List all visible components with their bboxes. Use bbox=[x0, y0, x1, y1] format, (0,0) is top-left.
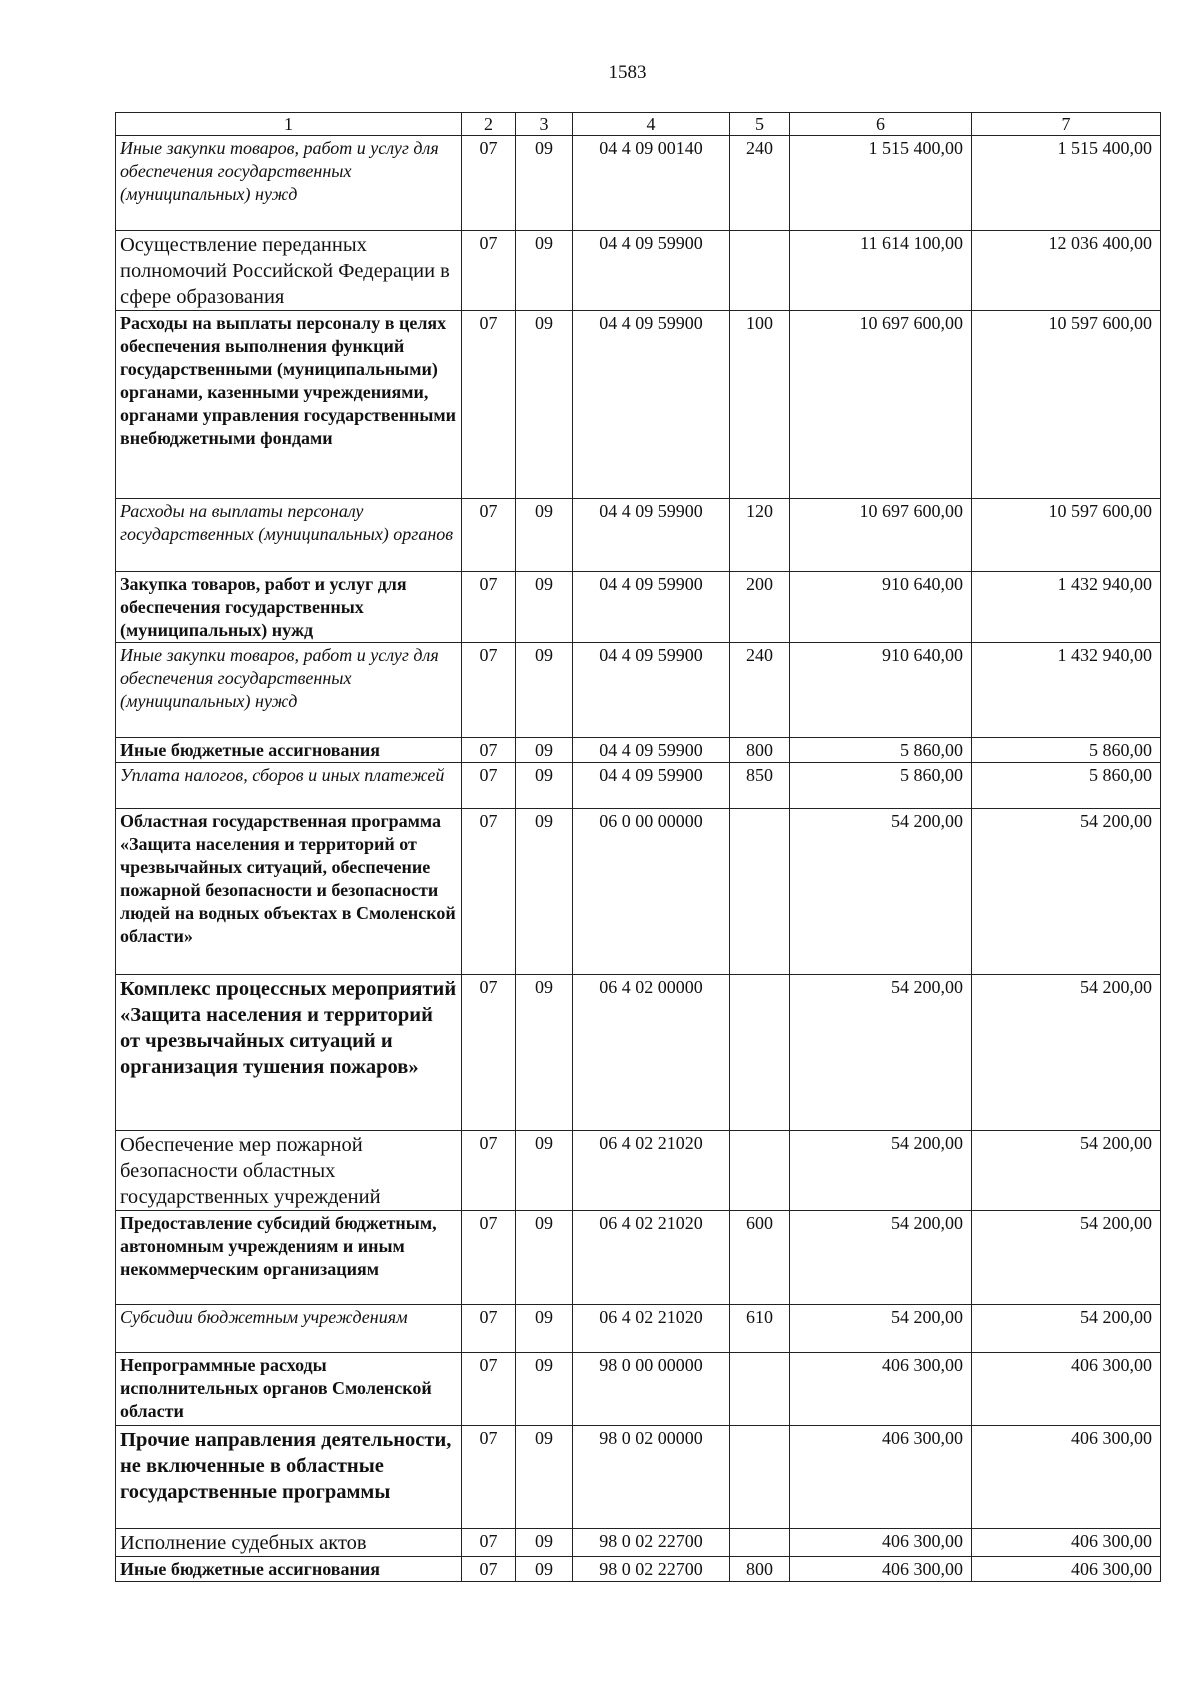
amount-year-2: 1 432 940,00 bbox=[972, 572, 1161, 643]
column-header: 5 bbox=[730, 113, 790, 136]
expense-type-code bbox=[730, 1426, 790, 1529]
subsection-code: 09 bbox=[516, 1131, 573, 1211]
amount-year-1: 406 300,00 bbox=[790, 1426, 972, 1529]
amount-year-2: 54 200,00 bbox=[972, 809, 1161, 975]
row-name: Иные закупки товаров, работ и услуг для обеспечения государственных (муниципальных) нужд bbox=[116, 643, 462, 738]
table-row bbox=[116, 1426, 1161, 1529]
amount-year-2: 54 200,00 bbox=[972, 1131, 1161, 1211]
target-article-code: 06 4 02 00000 bbox=[573, 975, 730, 1131]
amount-year-1: 54 200,00 bbox=[790, 1305, 972, 1353]
row-name: Предоставление субсидий бюджетным, автономным учреждениям и иным некоммерческим организациям bbox=[116, 1211, 462, 1305]
table-row bbox=[116, 1353, 1161, 1426]
amount-year-1: 406 300,00 bbox=[790, 1529, 972, 1557]
target-article-code: 04 4 09 59900 bbox=[573, 738, 730, 763]
amount-year-2: 1 515 400,00 bbox=[972, 136, 1161, 231]
expense-type-code: 800 bbox=[730, 738, 790, 763]
row-name: Уплата налогов, сборов и иных платежей bbox=[116, 763, 462, 809]
subsection-code: 09 bbox=[516, 1353, 573, 1426]
table-row bbox=[116, 763, 1161, 809]
section-code: 07 bbox=[462, 499, 516, 572]
expense-type-code: 850 bbox=[730, 763, 790, 809]
target-article-code: 98 0 02 00000 bbox=[573, 1426, 730, 1529]
expense-type-code: 600 bbox=[730, 1211, 790, 1305]
expense-type-code: 240 bbox=[730, 136, 790, 231]
budget-table bbox=[115, 112, 1161, 1582]
subsection-code: 09 bbox=[516, 763, 573, 809]
amount-year-2: 10 597 600,00 bbox=[972, 499, 1161, 572]
target-article-code: 04 4 09 59900 bbox=[573, 643, 730, 738]
amount-year-2: 406 300,00 bbox=[972, 1353, 1161, 1426]
section-code: 07 bbox=[462, 311, 516, 499]
expense-type-code: 120 bbox=[730, 499, 790, 572]
amount-year-1: 5 860,00 bbox=[790, 763, 972, 809]
section-code: 07 bbox=[462, 643, 516, 738]
expense-type-code bbox=[730, 809, 790, 975]
section-code: 07 bbox=[462, 975, 516, 1131]
target-article-code: 04 4 09 59900 bbox=[573, 231, 730, 311]
table-row bbox=[116, 738, 1161, 763]
target-article-code: 04 4 09 00140 bbox=[573, 136, 730, 231]
subsection-code: 09 bbox=[516, 809, 573, 975]
table-row bbox=[116, 643, 1161, 738]
column-header: 2 bbox=[462, 113, 516, 136]
table-row bbox=[116, 136, 1161, 231]
amount-year-1: 406 300,00 bbox=[790, 1557, 972, 1582]
subsection-code: 09 bbox=[516, 1305, 573, 1353]
amount-year-2: 5 860,00 bbox=[972, 738, 1161, 763]
table-row bbox=[116, 1211, 1161, 1305]
subsection-code: 09 bbox=[516, 231, 573, 311]
target-article-code: 04 4 09 59900 bbox=[573, 763, 730, 809]
section-code: 07 bbox=[462, 231, 516, 311]
subsection-code: 09 bbox=[516, 975, 573, 1131]
amount-year-1: 54 200,00 bbox=[790, 809, 972, 975]
amount-year-1: 10 697 600,00 bbox=[790, 499, 972, 572]
amount-year-2: 406 300,00 bbox=[972, 1426, 1161, 1529]
amount-year-1: 1 515 400,00 bbox=[790, 136, 972, 231]
target-article-code: 98 0 00 00000 bbox=[573, 1353, 730, 1426]
amount-year-2: 12 036 400,00 bbox=[972, 231, 1161, 311]
table-row bbox=[116, 1529, 1161, 1557]
amount-year-2: 1 432 940,00 bbox=[972, 643, 1161, 738]
column-header: 4 bbox=[573, 113, 730, 136]
table-row bbox=[116, 572, 1161, 643]
subsection-code: 09 bbox=[516, 1211, 573, 1305]
amount-year-1: 910 640,00 bbox=[790, 572, 972, 643]
expense-type-code bbox=[730, 1353, 790, 1426]
table-row bbox=[116, 499, 1161, 572]
section-code: 07 bbox=[462, 136, 516, 231]
table-row bbox=[116, 1131, 1161, 1211]
row-name: Субсидии бюджетным учреждениям bbox=[116, 1305, 462, 1353]
section-code: 07 bbox=[462, 1529, 516, 1557]
amount-year-1: 54 200,00 bbox=[790, 975, 972, 1131]
subsection-code: 09 bbox=[516, 643, 573, 738]
amount-year-2: 54 200,00 bbox=[972, 975, 1161, 1131]
section-code: 07 bbox=[462, 1426, 516, 1529]
column-header: 7 bbox=[972, 113, 1161, 136]
amount-year-1: 10 697 600,00 bbox=[790, 311, 972, 499]
target-article-code: 04 4 09 59900 bbox=[573, 499, 730, 572]
table-row bbox=[116, 1557, 1161, 1582]
target-article-code: 98 0 02 22700 bbox=[573, 1529, 730, 1557]
amount-year-2: 406 300,00 bbox=[972, 1557, 1161, 1582]
expense-type-code bbox=[730, 1131, 790, 1211]
amount-year-2: 54 200,00 bbox=[972, 1211, 1161, 1305]
row-name: Обеспечение мер пожарной безопасности областных государственных учреждений bbox=[116, 1131, 462, 1211]
row-name: Расходы на выплаты персоналу государственных (муниципальных) органов bbox=[116, 499, 462, 572]
subsection-code: 09 bbox=[516, 1426, 573, 1529]
amount-year-1: 910 640,00 bbox=[790, 643, 972, 738]
expense-type-code bbox=[730, 1529, 790, 1557]
expense-type-code: 240 bbox=[730, 643, 790, 738]
target-article-code: 06 4 02 21020 bbox=[573, 1305, 730, 1353]
row-name: Закупка товаров, работ и услуг для обеспечения государственных (муниципальных) нужд bbox=[116, 572, 462, 643]
target-article-code: 98 0 02 22700 bbox=[573, 1557, 730, 1582]
table-row bbox=[116, 231, 1161, 311]
amount-year-2: 54 200,00 bbox=[972, 1305, 1161, 1353]
amount-year-1: 5 860,00 bbox=[790, 738, 972, 763]
section-code: 07 bbox=[462, 572, 516, 643]
target-article-code: 06 4 02 21020 bbox=[573, 1131, 730, 1211]
target-article-code: 04 4 09 59900 bbox=[573, 572, 730, 643]
section-code: 07 bbox=[462, 738, 516, 763]
subsection-code: 09 bbox=[516, 1529, 573, 1557]
amount-year-2: 10 597 600,00 bbox=[972, 311, 1161, 499]
expense-type-code bbox=[730, 975, 790, 1131]
subsection-code: 09 bbox=[516, 136, 573, 231]
row-name: Прочие направления деятельности, не включенные в областные государственные программы bbox=[116, 1426, 462, 1529]
table-row bbox=[116, 975, 1161, 1131]
row-name: Исполнение судебных актов bbox=[116, 1529, 462, 1557]
expense-type-code: 610 bbox=[730, 1305, 790, 1353]
amount-year-2: 5 860,00 bbox=[972, 763, 1161, 809]
target-article-code: 04 4 09 59900 bbox=[573, 311, 730, 499]
column-header: 6 bbox=[790, 113, 972, 136]
page-number: 1583 bbox=[608, 62, 647, 83]
subsection-code: 09 bbox=[516, 572, 573, 643]
subsection-code: 09 bbox=[516, 738, 573, 763]
row-name: Иные закупки товаров, работ и услуг для обеспечения государственных (муниципальных) нужд bbox=[116, 136, 462, 231]
section-code: 07 bbox=[462, 1131, 516, 1211]
row-name: Иные бюджетные ассигнования bbox=[116, 738, 462, 763]
table-header-row bbox=[116, 113, 1161, 136]
target-article-code: 06 4 02 21020 bbox=[573, 1211, 730, 1305]
expense-type-code: 800 bbox=[730, 1557, 790, 1582]
subsection-code: 09 bbox=[516, 499, 573, 572]
section-code: 07 bbox=[462, 1211, 516, 1305]
row-name: Осуществление переданных полномочий Российской Федерации в сфере образования bbox=[116, 231, 462, 311]
column-header: 3 bbox=[516, 113, 573, 136]
amount-year-1: 406 300,00 bbox=[790, 1353, 972, 1426]
amount-year-1: 54 200,00 bbox=[790, 1211, 972, 1305]
expense-type-code: 100 bbox=[730, 311, 790, 499]
table-row bbox=[116, 1305, 1161, 1353]
row-name: Иные бюджетные ассигнования bbox=[116, 1557, 462, 1582]
row-name: Областная государственная программа «Защита населения и территорий от чрезвычайных ситуаций, обеспечение пожарной безопасности и безопасности людей на водных объектах в Смоленской области» bbox=[116, 809, 462, 975]
section-code: 07 bbox=[462, 1557, 516, 1582]
table-row bbox=[116, 311, 1161, 499]
subsection-code: 09 bbox=[516, 311, 573, 499]
row-name: Комплекс процессных мероприятий «Защита населения и территорий от чрезвычайных ситуаций и организация тушения пожаров» bbox=[116, 975, 462, 1131]
table-row bbox=[116, 809, 1161, 975]
row-name: Расходы на выплаты персоналу в целях обеспечения выполнения функций государственными (муниципальными) органами, казенными учреждениями, органами управления государственными внебюджетными фондами bbox=[116, 311, 462, 499]
column-header: 1 bbox=[116, 113, 462, 136]
section-code: 07 bbox=[462, 809, 516, 975]
amount-year-1: 11 614 100,00 bbox=[790, 231, 972, 311]
subsection-code: 09 bbox=[516, 1557, 573, 1582]
target-article-code: 06 0 00 00000 bbox=[573, 809, 730, 975]
section-code: 07 bbox=[462, 763, 516, 809]
row-name: Непрограммные расходы исполнительных органов Смоленской области bbox=[116, 1353, 462, 1426]
expense-type-code: 200 bbox=[730, 572, 790, 643]
expense-type-code bbox=[730, 231, 790, 311]
section-code: 07 bbox=[462, 1305, 516, 1353]
section-code: 07 bbox=[462, 1353, 516, 1426]
amount-year-1: 54 200,00 bbox=[790, 1131, 972, 1211]
amount-year-2: 406 300,00 bbox=[972, 1529, 1161, 1557]
